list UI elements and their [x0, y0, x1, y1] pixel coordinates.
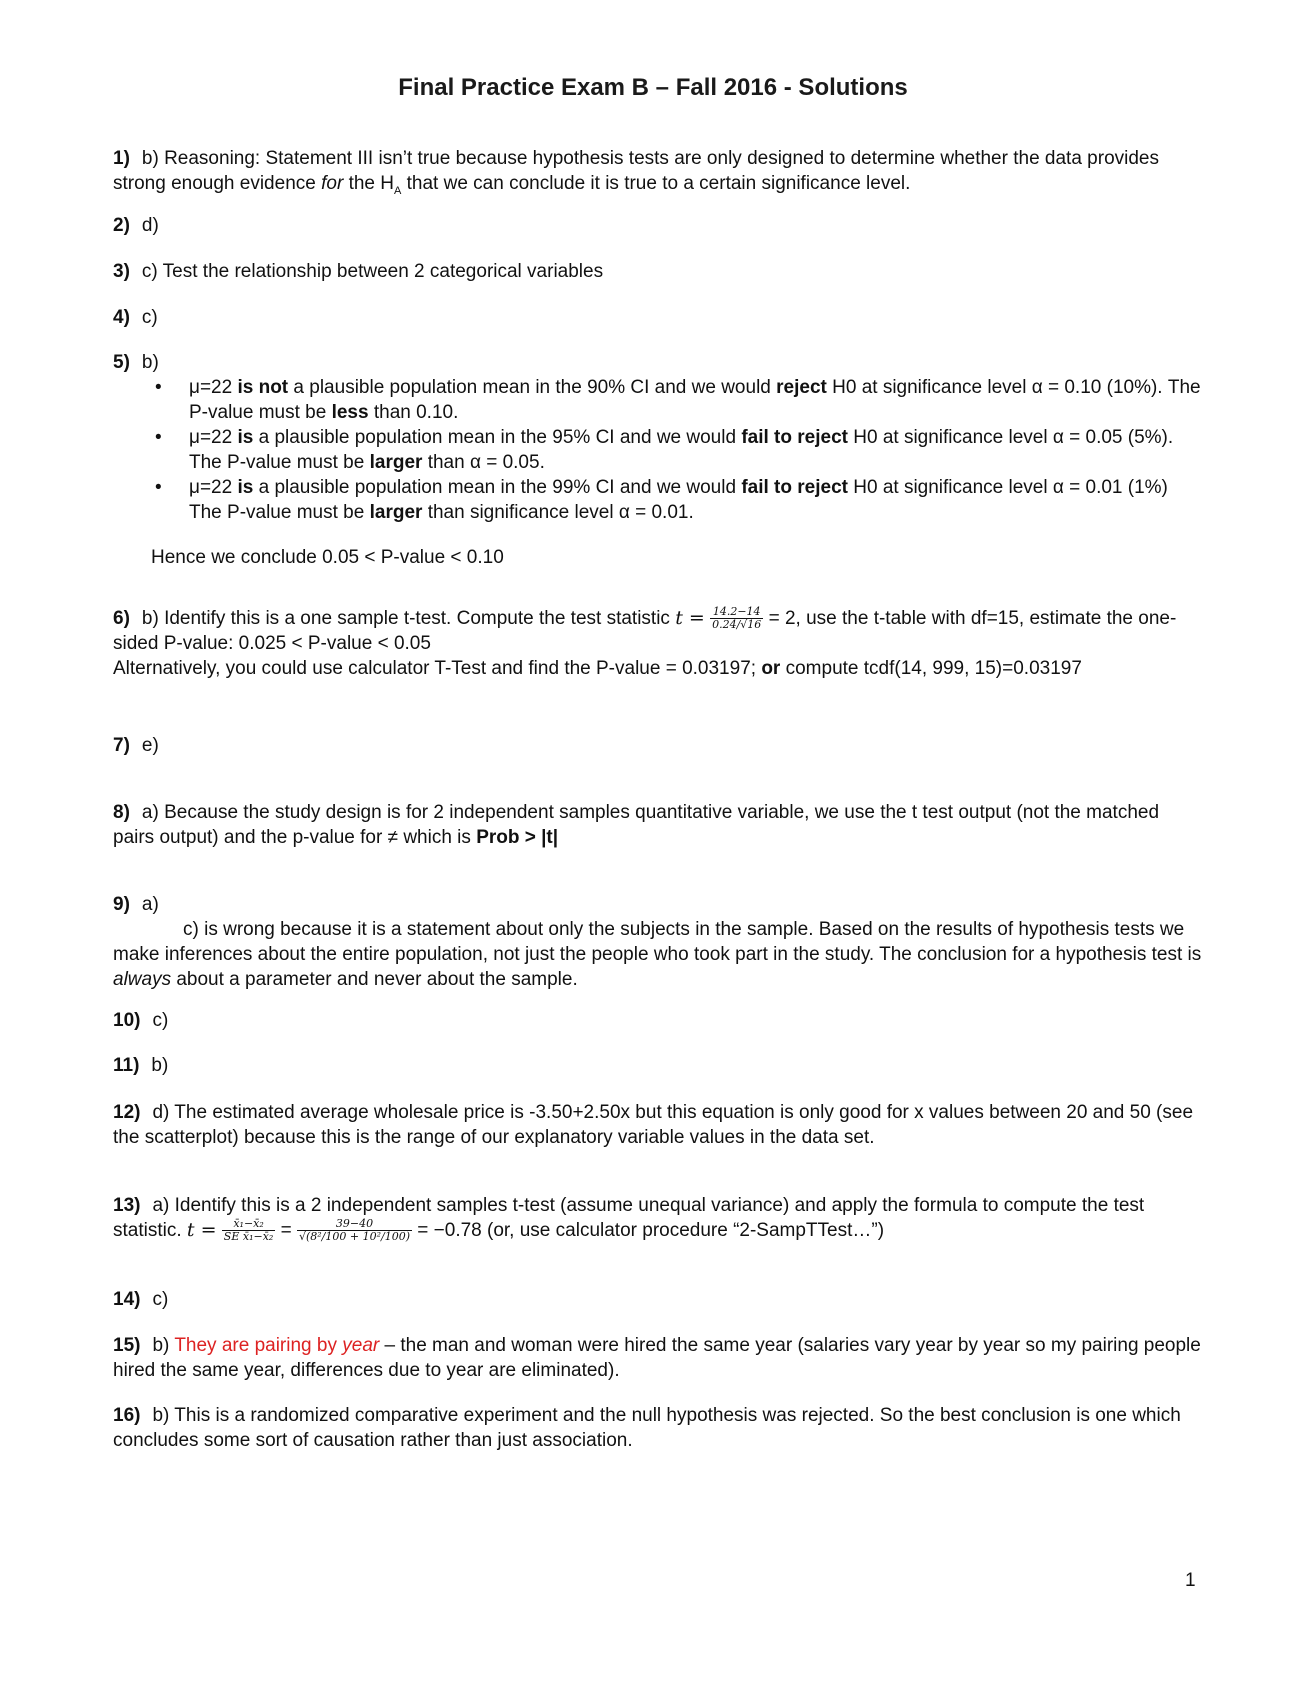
answer-4: [113, 305, 1203, 330]
answer-text: b) This is a randomized comparative experiment and the null hypothesis was rejected. So the best conclusion is one which concludes some sort of causation rather than just association.: [113, 1405, 1181, 1451]
answer-text: c): [141, 307, 158, 328]
answer-text: b) Reasoning: Statement III isn’t true because hypothesis tests are only designed to determine whether the data provides strong enough evidence: [113, 148, 1159, 194]
list-item: • μ=22 is not a plausible population mean in the 90% CI and we would reject H0 at significance level α = 0.10 (10%). The P-value must be less than 0.10.: [155, 377, 1201, 423]
answer-text: a) Because the study design is for 2 independent samples quantitative variable, we use the t test output (not the matched pairs output) and the p-value for ≠ which is: [113, 802, 1160, 848]
answer-text: Alternatively, you could use calculator T-Test and find the P-value = 0.03197;: [113, 658, 757, 680]
answer-text: c): [152, 1289, 169, 1310]
answer-6: [113, 606, 1203, 681]
answer-text: the H: [348, 173, 394, 194]
answer-16: [113, 1403, 1203, 1453]
question-number: 7): [113, 735, 130, 756]
question-number: 11): [113, 1055, 140, 1076]
conclusion: Hence we conclude 0.05 < P-value < 0.10: [151, 547, 504, 568]
question-number: 1): [113, 148, 130, 169]
math-variable: t =: [675, 607, 705, 629]
answer-text: c) is wrong because it is a statement about only the subjects in the sample. Based on the results of hypothesis tests we make inferences about the entire population, not just the people who took part in the study. The conclusion for a hypothesis test is: [113, 919, 1202, 965]
question-number: 15): [113, 1335, 141, 1356]
emphasis: for: [321, 173, 344, 194]
answer-2: [113, 213, 1203, 238]
answer-text: c): [152, 1010, 169, 1031]
answer-9: [113, 892, 1203, 992]
answer-15: [113, 1333, 1203, 1383]
question-number: 9): [113, 894, 130, 915]
list-item: • μ=22 is a plausible population mean in the 99% CI and we would fail to reject H0 at significance level α = 0.01 (1%) The P-value must be larger than significance level α = 0.01.: [155, 477, 1168, 523]
page-number: 1: [1185, 1570, 1196, 1591]
highlight-text: year: [342, 1335, 380, 1356]
emphasis: Prob > |t|: [476, 827, 559, 848]
question-number: 3): [113, 261, 130, 282]
question-number: 16): [113, 1405, 141, 1426]
answer-14: [113, 1287, 1203, 1312]
answer-5: [113, 350, 1203, 570]
question-number: 5): [113, 352, 130, 373]
answer-text: – the man and woman were hired the same year (salaries vary year by year so my pairing people hired the same year, differences due to year are eliminated).: [113, 1335, 1201, 1381]
emphasis: always: [113, 969, 172, 990]
question-number: 10): [113, 1010, 141, 1031]
question-number: 4): [113, 307, 130, 328]
page-title: Final Practice Exam B – Fall 2016 - Solutions: [398, 74, 908, 101]
answer-11: [113, 1053, 1203, 1078]
answer-text: d) The estimated average wholesale price is -3.50+2.50x but this equation is only good for x values between 20 and 50 (see the scatterplot) because this is the range of our explanatory variable values in the data set.: [113, 1102, 1194, 1148]
answer-text: b): [151, 1055, 169, 1076]
answer-text: c) Test the relationship between 2 categorical variables: [141, 261, 604, 282]
question-number: 8): [113, 802, 130, 823]
answer-text: e): [141, 735, 159, 756]
question-number: 14): [113, 1289, 141, 1310]
highlight-text: They are pairing by: [174, 1335, 337, 1356]
answer-text: about a parameter and never about the sample.: [176, 969, 578, 990]
answer-text: d): [141, 215, 159, 236]
math-variable: t =: [186, 1219, 217, 1241]
answer-text: b) Identify this is a one sample t-test. Compute the test statistic: [141, 608, 670, 629]
answer-7: [113, 733, 1203, 758]
answer-10: [113, 1008, 1203, 1033]
answer-1: [113, 146, 1203, 204]
answer-text: = 2, use the t-table with df=15, estimate the one-sided P-value: 0.025 < P-value < 0.05: [113, 608, 1177, 655]
emphasis: or: [761, 658, 781, 680]
question-number: 6): [113, 608, 130, 629]
answer-text: = −0.78 (or, use calculator procedure “2-SampTTest…”): [417, 1220, 885, 1241]
fraction: $\frac{14.2-14}{0.24/√16}$: [712, 605, 762, 632]
answer-text: that we can conclude it is true to a certain significance level.: [406, 173, 911, 194]
question-number: 13): [113, 1195, 141, 1216]
subscript: A: [394, 184, 402, 197]
answer-text: a): [141, 894, 159, 915]
question-number: 12): [113, 1102, 141, 1123]
answer-3: [113, 259, 1203, 284]
answer-text: b): [152, 1335, 170, 1356]
fraction: $\frac{39-40}{\text{√(8²/100 + 10²/100)}}$: [298, 1217, 410, 1244]
question-number: 2): [113, 215, 130, 236]
bullet-list: [113, 375, 1203, 525]
answer-text: compute tcdf(14, 999, 15)=0.03197: [785, 658, 1082, 680]
answer-8: [113, 800, 1203, 850]
answer-13: 13) a) Identify this is a 2 independent samples t-test (assume unequal variance) and apply the formula to compute the test statistic. t = $\frac{\text{x̄₁−x̄₂}}{\text{SE x̄₁−x̄₂}}$ = $\frac{39-40}{\text{√(8²/100 + 10²/100)}}$ = −0.78 (or, use calculator procedure “2-SampTTest…”): [113, 1195, 1145, 1244]
answer-12: [113, 1100, 1203, 1150]
fraction: $\frac{\text{x̄₁−x̄₂}}{\text{SE x̄₁−x̄₂}}$: [223, 1217, 274, 1244]
list-item: • μ=22 is a plausible population mean in the 95% CI and we would fail to reject H0 at significance level α = 0.05 (5%). The P-value must be larger than α = 0.05.: [155, 427, 1174, 473]
answer-text: b): [141, 352, 159, 373]
answer-text: a) Identify this is a 2 independent samples t-test (assume unequal variance) and apply the formula to compute the test statistic.: [113, 1195, 1145, 1241]
